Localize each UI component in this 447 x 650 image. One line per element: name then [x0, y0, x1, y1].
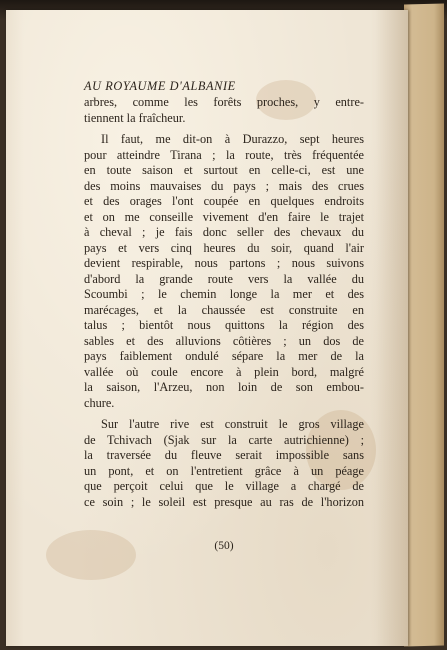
- text-line: et on me conseille vivement d'en faire le trajet: [84, 209, 364, 224]
- text-line: vallée où coule encore à plein bord, malgré: [84, 364, 364, 379]
- text-line: Sur l'autre rive est construit le gros village: [101, 417, 364, 431]
- text-line: pays et vers cinq heures du soir, quand l'air: [84, 240, 364, 255]
- text-line: chure.: [84, 395, 115, 410]
- text-line: sables et des alluvions côtières ; un dos de: [84, 333, 364, 348]
- text-line: Scoumbi ; le chemin longe la mer et des: [84, 287, 364, 301]
- text-line: et des orages l'ont coupée en quelques endroits: [84, 194, 364, 208]
- body-text: [84, 95, 364, 510]
- paper-stain: [46, 530, 136, 580]
- text-line: tiennent la fraîcheur.: [84, 110, 186, 125]
- text-line: la traversée du fleuve serait impossible sans: [84, 448, 364, 462]
- running-header: AU ROYAUME D'ALBANIE: [84, 79, 236, 93]
- text-line: des moins mauvaises du pays ; mais des crues: [84, 178, 364, 193]
- text-line: que perçoit celui que le village a chargé de: [84, 479, 364, 493]
- text-line: talus ; bientôt nous quittons la région des: [84, 318, 364, 332]
- text-line: la saison, l'Arzeu, non loin de son embou-: [84, 380, 364, 394]
- text-line: en toute saison et surtout en celle-ci, est une: [84, 163, 364, 177]
- text-line: arbres, comme les forêts proches, y entre-: [84, 95, 364, 109]
- page-number: (50): [214, 540, 234, 552]
- text-line: Il faut, me dit-on à Durazzo, sept heures: [101, 132, 364, 146]
- page-text: [84, 78, 364, 552]
- text-line: devient respirable, nous partons ; nous suivons: [84, 256, 364, 270]
- text-line: à cheval ; je fais donc seller des chevaux du: [84, 225, 364, 239]
- text-line: pour atteindre Tirana ; la route, très fréquentée: [84, 147, 364, 162]
- text-line: pays faiblement ondulé sépare la mer de la: [84, 349, 364, 363]
- text-line: un pont, et on l'entretient grâce à un péage: [84, 463, 364, 478]
- text-line: d'abord la grande route vers la vallée du: [84, 271, 364, 286]
- text-line: ce soin ; le soleil est presque au ras de l'horizon: [84, 494, 364, 509]
- text-line: de Tchivach (Sjak sur la carte autrichienne) ;: [84, 432, 364, 447]
- text-line: marécages, et la chaussée est construite en: [84, 302, 364, 317]
- back-page-edge: [404, 3, 444, 646]
